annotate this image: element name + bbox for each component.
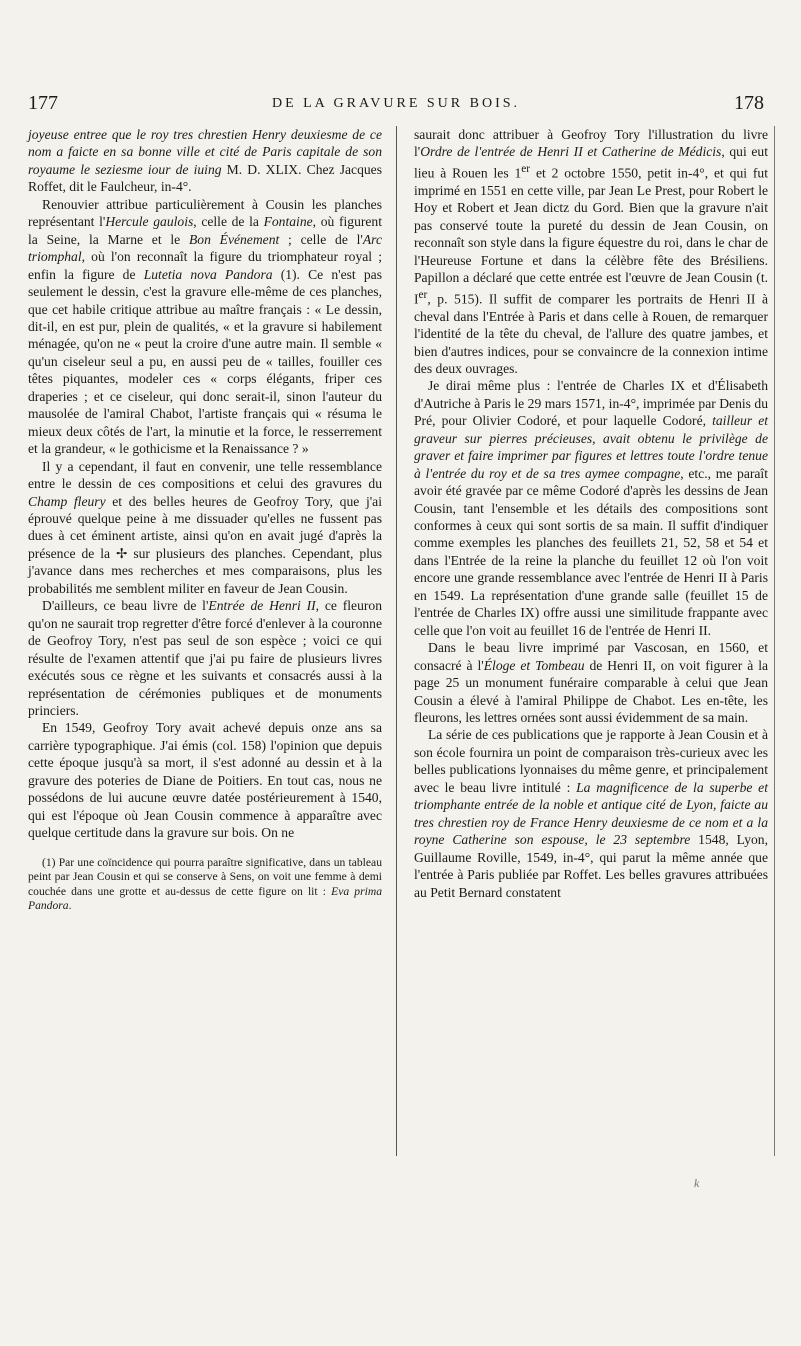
footnote: (1) Par une coïncidence qui pourra paraître significative, dans un tableau peint par Jean Cousin et qui se conserve à Sens, on voit une femme à demi couchée dans une grotte et au-dessus de cette figure on lit : Eva prima Pandora.	[28, 855, 383, 913]
paragraph: La série de ces publications que je rapporte à Jean Cousin et à son école fournira un point de comparaison très-curieux avec les belles publications lyonnaises du même genre, et principalement avec le beau livre intitulé : La magnificence de la superbe et triomphante entrée de la noble et antique cité de Lyon, faicte au tres chrestien roy de France Henry deuxiesme de ce nom et a la royne Catherine son espouse, le 23 septembre 1548, Lyon, Guillaume Roville, 1549, in-4°, qui parut la même année que l'entrée à Paris publiée par Roffet. Les belles gravures attribuées au Petit Bernard constatent	[414, 727, 768, 900]
paragraph: Renouvier attribue particulièrement à Cousin les planches représentant l'Hercule gaulois, celle de la Fontaine, où figurent la Seine, la Marne et le Bon Événement ; celle de l'Arc triomphal, où l'on reconnaît la figure du triomphateur royal ; enfin la figure de Lutetia nova Pandora (1). Ce n'est pas seulement le dessin, c'est la gravure elle-même de ces planches, que cet habile critique attribue au maître français : « Le dessin, dit-il, en est pur, plein de qualités, « et la gravure si habilement ménagée, qu'on ne « peut la croire d'une autre main. Il semble « qu'un ciseleur seul a pu, en aussi peu de « tailles, fouiller ces têtes piquantes, modeler ces « corps élégants, friper ces draperies ; et ce ciseleur, qui donc serait-il, sinon l'auteur du mausolée de l'amiral Chabot, l'artiste français qui « résuma le mieux deux côtés de l'art, la minutie et la force, le resserrement et la grandeur, « le gothicisme et la Renaissance ? »	[28, 196, 382, 457]
left-column	[28, 126, 382, 914]
paragraph: joyeuse entree que le roy tres chrestien Henry deuxiesme de ce nom a faicte en sa bonne ville et cité de Paris capitale de son royaume le seziesme iour de iuing M. D. XLIX. Chez Jacques Roffet, dit le Faulcheur, in-4°.	[28, 127, 382, 195]
page-number-right: 178	[734, 92, 764, 114]
running-title: DE LA GRAVURE SUR BOIS.	[271, 96, 521, 111]
right-column	[414, 126, 768, 901]
column-divider	[396, 126, 397, 1156]
right-margin-rule	[774, 126, 775, 1156]
page-header	[28, 92, 764, 118]
paragraph: Dans le beau livre imprimé par Vascosan, en 1560, et consacré à l'Éloge et Tombeau de Henri II, on voit figurer à la page 25 un monument funéraire comparable à celui que Jean Cousin a élevé à l'amiral Philippe de Chabot. Les en-tête, les fleurons, les lettres ornées sont aussi évidemment de sa main.	[414, 640, 769, 726]
paragraph: En 1549, Geofroy Tory avait achevé depuis onze ans sa carrière typographique. J'ai émis (col. 158) l'opinion que depuis cette époque jusqu'à sa mort, il s'est adonné au dessin et à la gravure des poteries de Diane de Poitiers. En tout cas, nous ne possédons de lui aucune œuvre datée postérieurement à 1540, qui est l'époque où Jean Cousin commence à apparaître avec quelque certitude dans la gravure sur bois. On ne	[28, 720, 382, 841]
stray-mark: k	[694, 1176, 700, 1190]
paragraph: saurait donc attribuer à Geofroy Tory l'illustration du livre l'Ordre de l'entrée de Henri II et Catherine de Médicis, qui eut lieu à Rouen les 1er et 2 octobre 1550, petit in-4°, et qui fut imprimé en 1551 en cette ville, par Jean Le Prest, pour Robert le Hoy et Robert et Jean dictz du Gord. Bien que la gravure n'ait pas conservé toute la pureté du dessin de Jean Cousin, on reconnaît son style dans la figure équestre du roi, dans le char de l'Heureuse Fortune et dans la célèbre fête des Brésiliens. Papillon a déclaré que cette entrée est l'œuvre de Jean Cousin (t. Ier, p. 515). Il suffit de comparer les portraits de Henri II à cheval dans l'Entrée à Paris et dans celle à Rouen, de remarquer l'identité de la tête du cheval, de l'allure des quatre jambes, et bien d'autres indices, pour se convaincre de la connexion intime des deux ouvrages.	[414, 127, 768, 376]
paragraph: Il y a cependant, il faut en convenir, une telle ressemblance entre le dessin de ces compositions et celui des gravures du Champ fleury et des belles heures de Geofroy Tory, que j'ai éprouvé quelque peine à me dissuader qu'elles ne fussent pas dues à cet éminent artiste, ainsi qu'on en avait jugé d'après la présence de la ✢ sur plusieurs des planches. Cependant, plus j'avance dans mes recherches et mes comparaisons, plus les probabilités me semblent militer en faveur de Jean Cousin.	[28, 458, 382, 596]
paragraph: D'ailleurs, ce beau livre de l'Entrée de Henri II, ce fleuron qu'on ne saurait trop regretter d'être forcé d'enlever à la couronne de Geofroy Tory, n'est pas seul de son espèce ; voici ce qui résulte de l'examen attentif que j'ai pu faire de plusieurs livres exécutés sous ce règne et les suivants et consacrés aussi à la représentation de cérémonies publiques et de monuments princiers.	[28, 598, 382, 718]
page-number-left: 177	[28, 92, 58, 114]
paragraph: Je dirai même plus : l'entrée de Charles IX et d'Élisabeth d'Autriche à Paris le 29 mars 1571, in-4°, imprimée par Denis du Pré, pour Olivier Codoré, et pour laquelle Codoré, tailleur et graveur sur pierres précieuses, avait obtenu le privilège de graver et faire imprimer par figures et lettres toute l'ordre tenue à l'entrée du roy et de sa tres aymee compagne, etc., me paraît avoir été gravée par ce même Codoré d'après les dessins de Jean Cousin, tant l'ensemble et les détails des compositions sont conformes à ceux qui sont sortis de sa main. Il suffit d'indiquer comme exemples les planches des feuillets 21, 52, 58 et 54 et dans l'Entrée de la reine la planche du feuillet 12 où l'on voit encore une grande ressemblance avec l'entrée de Henri II à Paris en 1549. La représentation d'une grande salle (feuillet 15 de l'entrée de Charles IX) offre aussi une similitude frappante avec celle que l'on voit au feuillet 16 de l'entrée de Henri II.	[414, 378, 768, 638]
